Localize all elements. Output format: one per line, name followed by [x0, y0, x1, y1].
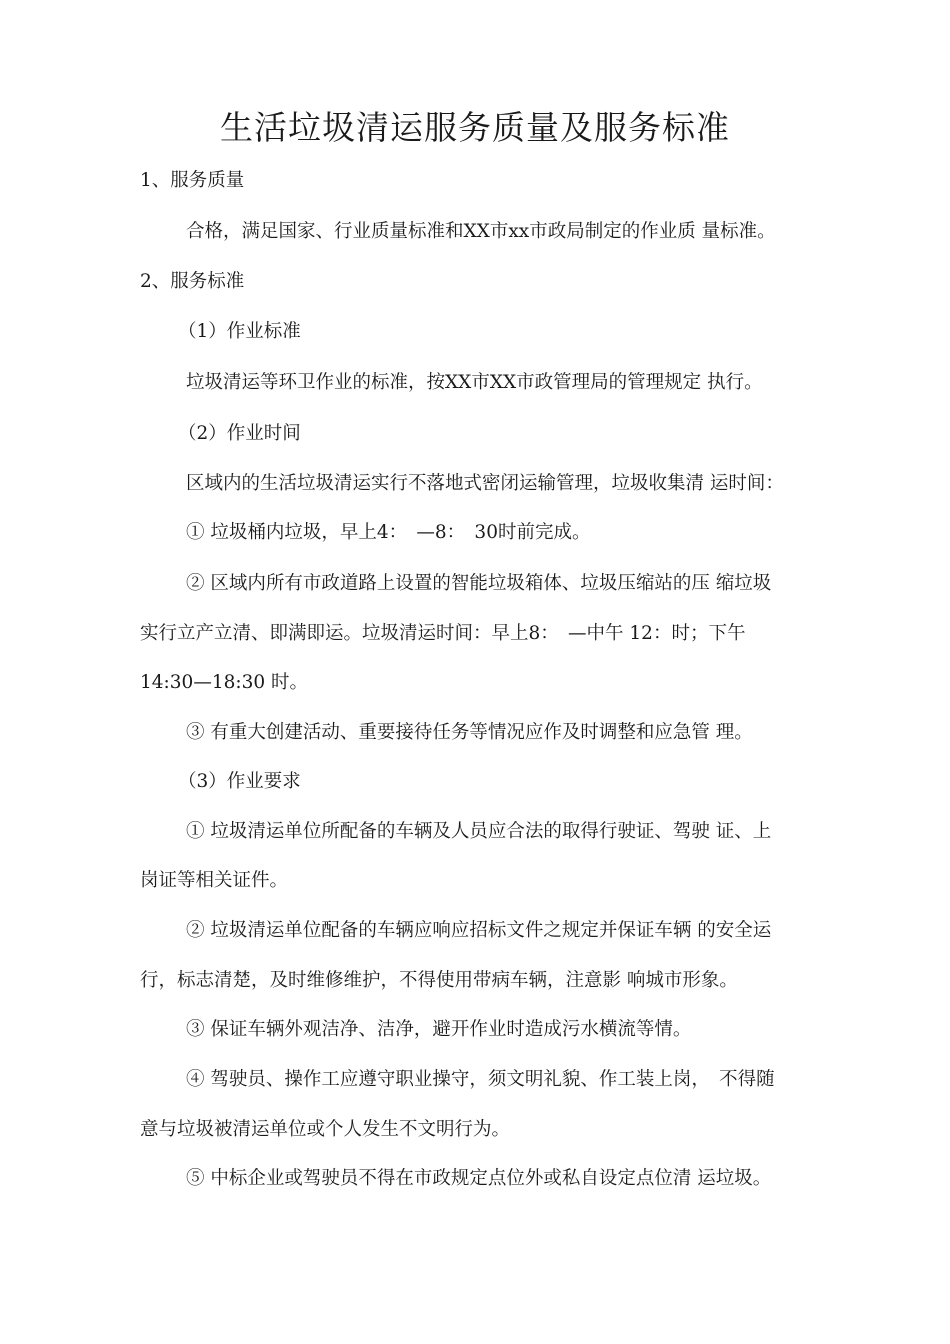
section-heading-service-quality: 1、服务质量 [140, 170, 245, 191]
list-item-continuation: 意与垃圾被清运单位或个人发生不文明行为。 [140, 1119, 511, 1140]
list-item-continuation: 实行立产立清、即满即运。垃圾清运时间：早上8： —中午 12：时；下午 [140, 623, 746, 644]
list-item-continuation: 岗证等相关证件。 [140, 870, 289, 891]
document-title: 生活垃圾清运服务质量及服务标准 [220, 108, 730, 147]
paragraph: 合格，满足国家、行业质量标准和XX市xx市政局制定的作业质 量标准。 [186, 221, 776, 242]
list-item-continuation: 14:30—18:30 时。 [140, 672, 309, 693]
list-item: ③ 有重大创建活动、重要接待任务等情况应作及时调整和应急管 理。 [186, 722, 753, 743]
list-item: ③ 保证车辆外观洁净、洁净，避开作业时造成污水横流等情。 [186, 1019, 692, 1040]
subsection-heading: （2）作业时间 [178, 423, 301, 444]
section-heading-service-standard: 2、服务标准 [140, 271, 245, 292]
paragraph: 垃圾清运等环卫作业的标准，按XX市XX市政管理局的管理规定 执行。 [186, 372, 763, 393]
list-item: ② 区域内所有市政道路上设置的智能垃圾箱体、垃圾压缩站的压 缩垃圾 [186, 573, 772, 594]
list-item-continuation: 行，标志清楚，及时维修维护，不得使用带病车辆，注意影 响城市形象。 [140, 970, 738, 991]
subsection-heading: （3）作业要求 [178, 771, 301, 792]
subsection-heading: （1）作业标准 [178, 321, 301, 342]
list-item: ⑤ 中标企业或驾驶员不得在市政规定点位外或私自设定点位清 运垃圾。 [186, 1168, 772, 1189]
paragraph: 区域内的生活垃圾清运实行不落地式密闭运输管理，垃圾收集清 运时间： [186, 473, 784, 494]
list-item: ④ 驾驶员、操作工应遵守职业操守，须文明礼貌、作工装上岗， 不得随 [186, 1069, 775, 1090]
list-item: ① 垃圾清运单位所配备的车辆及人员应合法的取得行驶证、驾驶 证、上 [186, 821, 772, 842]
list-item: ① 垃圾桶内垃圾，早上4： —8： 30时前完成。 [186, 522, 591, 543]
list-item: ② 垃圾清运单位配备的车辆应响应招标文件之规定并保证车辆 的安全运 [186, 920, 772, 941]
